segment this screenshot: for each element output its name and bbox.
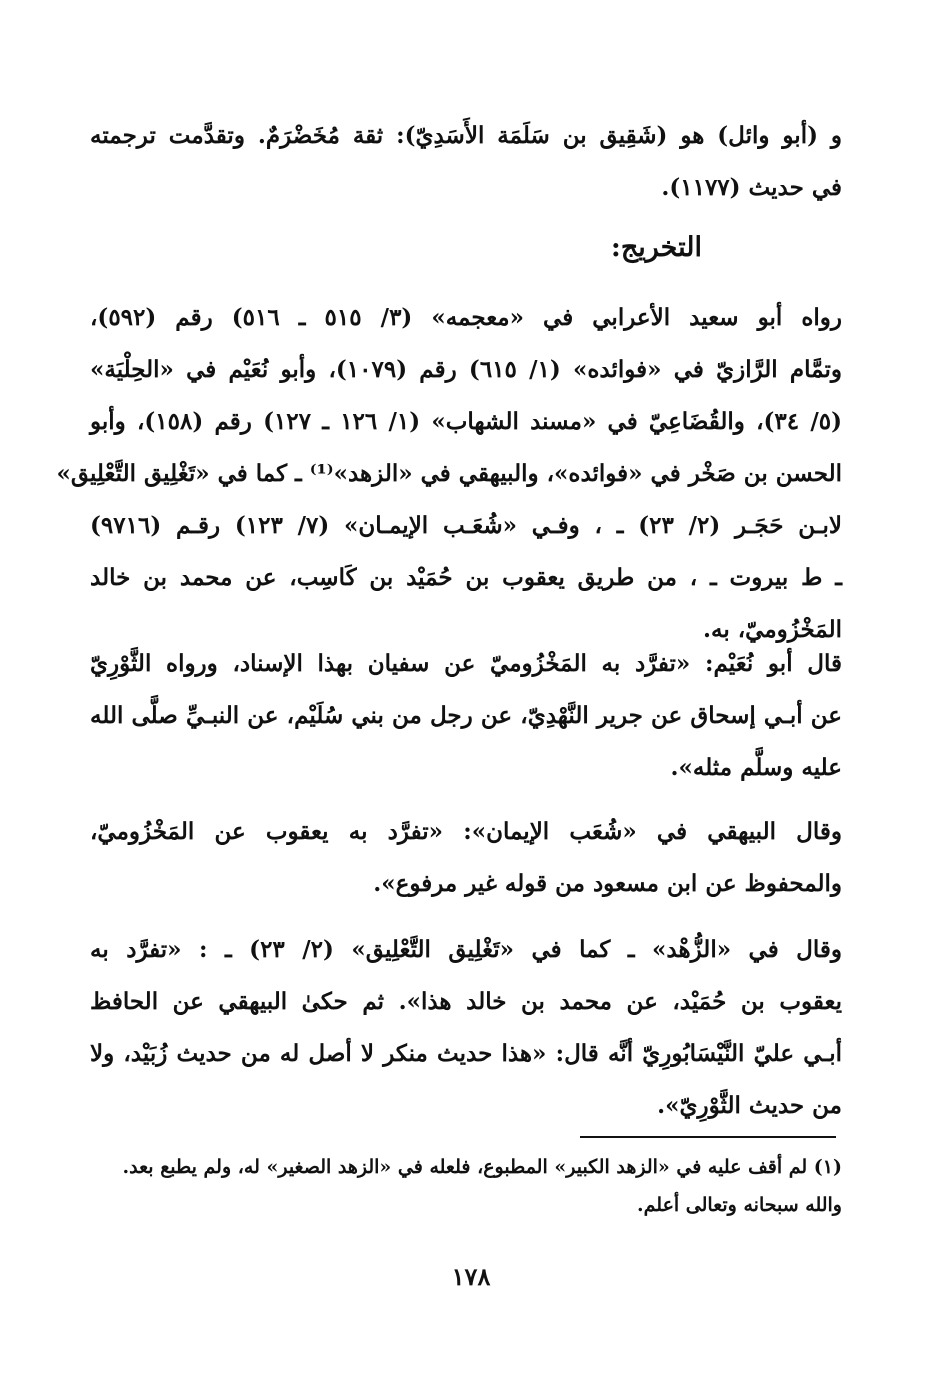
takhrij-line: رواه أبو سعيد الأعرابي في «معجمه» (٣/ ٥١٥ ـ ٥١٦) رقم (٥٩٢)، bbox=[90, 304, 842, 331]
footnote-divider bbox=[580, 1136, 836, 1138]
footnote-line: والله سبحانه وتعالى أعلم. bbox=[637, 1194, 842, 1216]
page-number: ١٧٨ bbox=[451, 1262, 491, 1291]
zuhd-line: أبـي عليّ النَّيْسَابُورِيّ أنَّه قال: «هذا حديث منكر لا أصل له من حديث زُبَيْد، ولا bbox=[90, 1040, 842, 1067]
abu-nuaym-line: عن أبـي إسحاق عن جرير النَّهْدِيّ، عن رجل من بني سُلَيْم، عن النبـيِّ صلَّى الله bbox=[90, 702, 842, 729]
abu-nuaym-paragraph bbox=[90, 638, 842, 794]
zuhd-paragraph bbox=[90, 924, 842, 1132]
intro-paragraph bbox=[90, 110, 842, 214]
takhrij-line: وتمَّام الرَّازيّ في «فوائده» (١/ ٦١٥) رقم (١٠٧٩)، وأبو نُعَيْم في «الحِلْيَة» bbox=[90, 356, 842, 383]
abu-nuaym-line: عليه وسلَّم مثله». bbox=[670, 754, 842, 781]
section-heading: التخريج: bbox=[610, 232, 702, 263]
intro-line: في حديث (١١٧٧). bbox=[661, 174, 842, 201]
bayhaqi-line: والمحفوظ عن ابن مسعود من قوله غير مرفوع». bbox=[373, 870, 842, 897]
takhrij-line: لابـن حَجَـر (٢/ ٢٣) ـ ، وفـي «شُعَـب الإيمـان» (٧/ ١٢٣) رقـم (٩٧١٦) bbox=[90, 512, 843, 539]
takhrij-line: ـ ط بيروت ـ ، من طريق يعقوب بن حُمَيْد بن كَاسِب، عن محمد بن خالد bbox=[90, 564, 842, 591]
footnote-line: (١) لم أقف عليه في «الزهد الكبير» المطبوع، فلعله في «الزهد الصغير» له، ولم يطبع بعد. bbox=[122, 1156, 842, 1178]
bayhaqi-paragraph bbox=[90, 806, 842, 910]
zuhd-line: وقال في «الزُّهْد» ـ كما في «تَغْلِيق التَّعْلِيق» (٢/ ٢٣) ـ : «تفرَّد به bbox=[90, 936, 843, 963]
zuhd-line: من حديث الثَّوْرِيّ». bbox=[657, 1092, 842, 1119]
abu-nuaym-line: قال أبو نُعَيْم: «تفرَّد به المَخْزُوميّ عن سفيان بهذا الإسناد، ورواه الثَّوْرِيّ bbox=[90, 650, 842, 677]
bayhaqi-line: وقال البيهقي في «شُعَب الإيمان»: «تفرَّد به يعقوب عن المَخْزُوميّ، bbox=[90, 818, 842, 845]
intro-line: و (أبو وائل) هو (شَقِيق بن سَلَمَة الأَسَدِيّ): ثقة مُخَضْرَمٌ. وتقدَّمت ترجمته bbox=[90, 122, 842, 149]
footnote bbox=[90, 1148, 842, 1224]
takhrij-paragraph bbox=[56, 292, 843, 656]
takhrij-line: الحسن بن صَخْر في «فوائده»، والبيهقي في «الزهد»⁽¹⁾ ـ كما في «تَغْلِيق التَّعْلِيق» bbox=[56, 460, 842, 487]
takhrij-line: المَخْزُوميّ، به. bbox=[703, 616, 842, 643]
zuhd-line: يعقوب بن حُمَيْد، عن محمد بن خالد هذا». ثم حكىٰ البيهقي عن الحافظ bbox=[90, 988, 842, 1015]
takhrij-line: (٥/ ٣٤)، والقُضَاعِيّ في «مسند الشهاب» (١/ ١٢٦ ـ ١٢٧) رقم (١٥٨)، وأبو bbox=[90, 408, 842, 435]
